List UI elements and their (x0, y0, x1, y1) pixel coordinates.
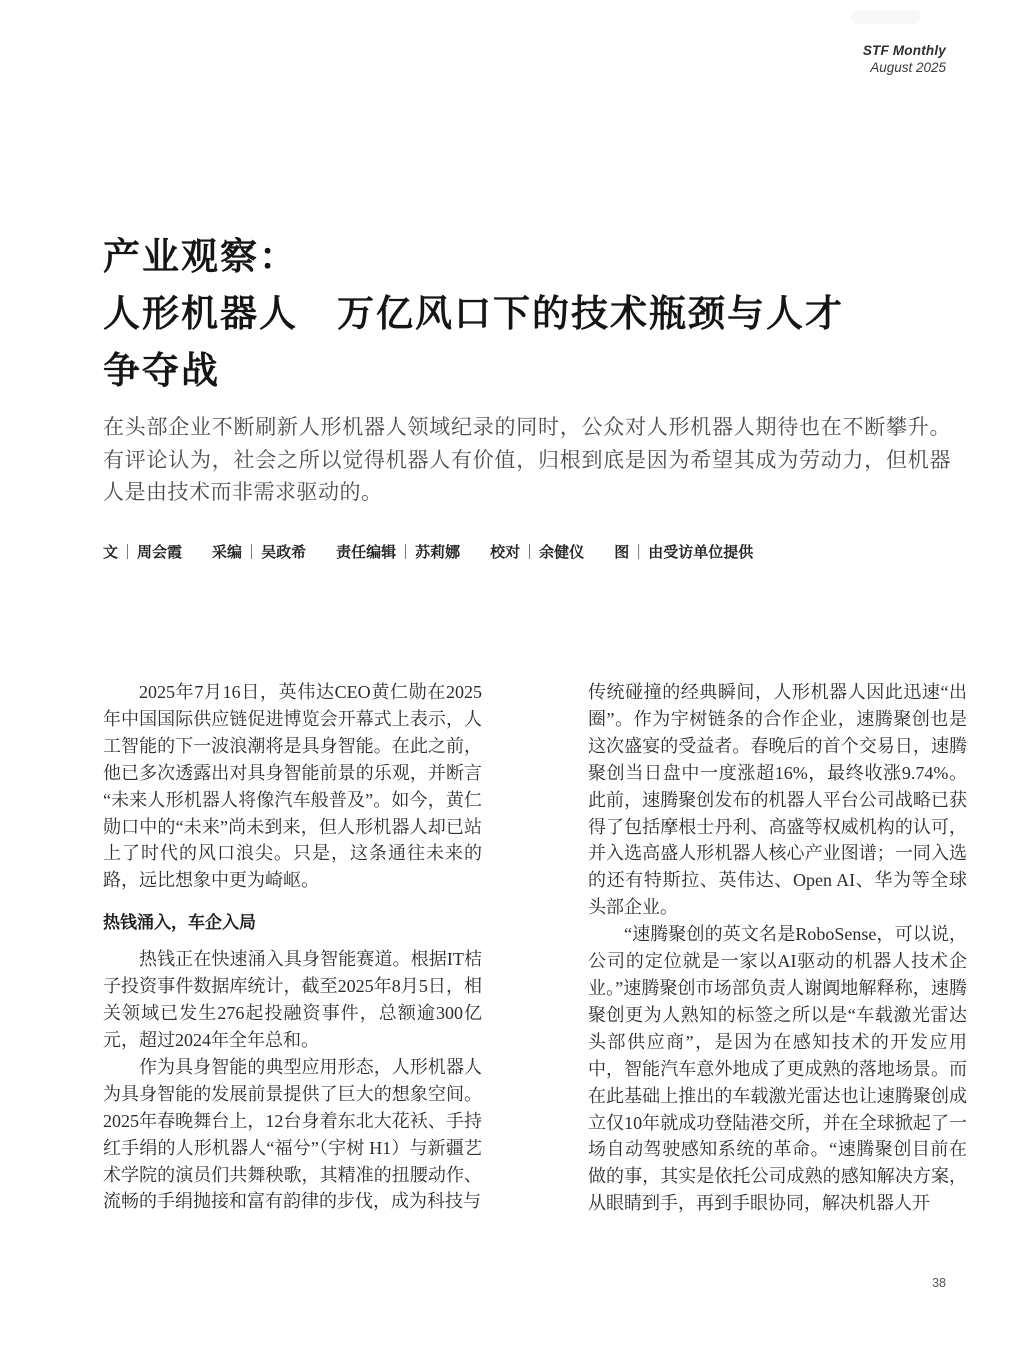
byline-role: 采编 (212, 544, 243, 561)
byline-name: 由受访单位提供 (648, 544, 754, 561)
scan-artifact (851, 10, 921, 24)
byline-name: 余健仪 (539, 544, 585, 561)
byline-name: 周会霞 (137, 544, 183, 561)
standfirst: 在头部企业不断刷新人形机器人领域纪录的同时，公众对人形机器人期待也在不断攀升。有评论认为，社会之所以觉得机器人有价值，归根到底是因为希望其成为劳动力，但机器人是由技术而非需求驱动的。 (103, 416, 951, 504)
masthead-title: STF Monthly (862, 43, 946, 58)
byline-item-chief-editor (336, 541, 460, 562)
page-number: 38 (932, 1276, 946, 1290)
byline (103, 541, 753, 562)
article-title-line2: 人形机器人 万亿风口下的技术瓶颈与人才 (103, 292, 844, 334)
byline-item-editor (212, 541, 306, 562)
article-title-line1: 产业观察： (103, 235, 298, 277)
masthead-issue: August 2025 (870, 60, 946, 75)
paragraph: 作为具身智能的典型应用形态，人形机器人为具身智能的发展前景提供了巨大的想象空间。2025年春晚舞台上，12台身着东北大花袄、手持红手绢的人形机器人“福兮”（宇树 H1）与新疆艺术学院的演员们共舞秧歌，其精准的扭腰动作、流畅的手绢抛接和富有韵律的步伐，成为科技与 (103, 1056, 482, 1212)
paragraph: 2025年7月16日，英伟达CEO黄仁勋在2025年中国国际供应链促进博览会开幕式上表示，人工智能的下一波浪潮将是具身智能。在此之前，他已多次透露出对具身智能前景的乐观，并断言“未来人形机器人将像汽车般普及”。如今，黄仁勋口中的“未来”尚未到来，但人形机器人却已站上了时代的风口浪尖。只是，这条通往未来的路，远比想象中更为崎岖。 (103, 682, 482, 891)
byline-separator: ｜ (522, 544, 538, 561)
byline-name: 吴政希 (261, 544, 307, 561)
byline-item-author (103, 541, 182, 562)
byline-role: 校对 (490, 544, 521, 561)
article-title-line3: 争夺战 (103, 349, 220, 391)
byline-role: 责任编辑 (336, 544, 397, 561)
byline-item-proofreader (490, 541, 584, 562)
paragraph: 热钱正在快速涌入具身智能赛道。根据IT桔子投资事件数据库统计，截至2025年8月5日，相关领域已发生276起投融资事件，总额逾300亿元，超过2024年全年总和。 (103, 949, 482, 1050)
byline-name: 苏莉娜 (415, 544, 461, 561)
article-title (103, 228, 953, 399)
masthead (863, 42, 946, 76)
byline-role: 图 (614, 544, 630, 561)
section-subhead: 热钱涌入，车企入局 (103, 913, 256, 933)
byline-separator: ｜ (244, 544, 260, 561)
byline-separator: ｜ (398, 544, 414, 561)
byline-role: 文 (103, 544, 119, 561)
paragraph: 传统碰撞的经典瞬间，人形机器人因此迅速“出圈”。作为宇树链条的合作企业，速腾聚创也是这次盛宴的受益者。春晚后的首个交易日，速腾聚创当日盘中一度涨超16%，最终收涨9.74%。此前，速腾聚创发布的机器人平台公司战略已获得了包括摩根士丹利、高盛等权威机构的认可，并入选高盛人形机器人核心产业图谱；一同入选的还有特斯拉、英伟达、Open AI、华为等全球头部企业。 (588, 682, 967, 918)
byline-separator: ｜ (631, 544, 647, 561)
body-column-left (103, 679, 482, 1215)
body-column-right (588, 679, 967, 1217)
paragraph: “速腾聚创的英文名是RoboSense，可以说，公司的定位就是一家以AI驱动的机器人技术企业。”速腾聚创市场部负责人谢阗地解释称，速腾聚创更为人熟知的标签之所以是“车载激光雷达头部供应商”，是因为在感知技术的开发应用中，智能汽车意外地成了更成熟的落地场景。而在此基础上推出的车载激光雷达也让速腾聚创成立仅10年就成功登陆港交所，并在全球掀起了一场自动驾驶感知系统的革命。“速腾聚创目前在做的事，其实是依托公司成熟的感知解决方案，从眼睛到手，再到手眼协同，解决机器人开 (588, 924, 967, 1214)
byline-item-photo-credit (614, 541, 753, 562)
byline-separator: ｜ (120, 544, 136, 561)
